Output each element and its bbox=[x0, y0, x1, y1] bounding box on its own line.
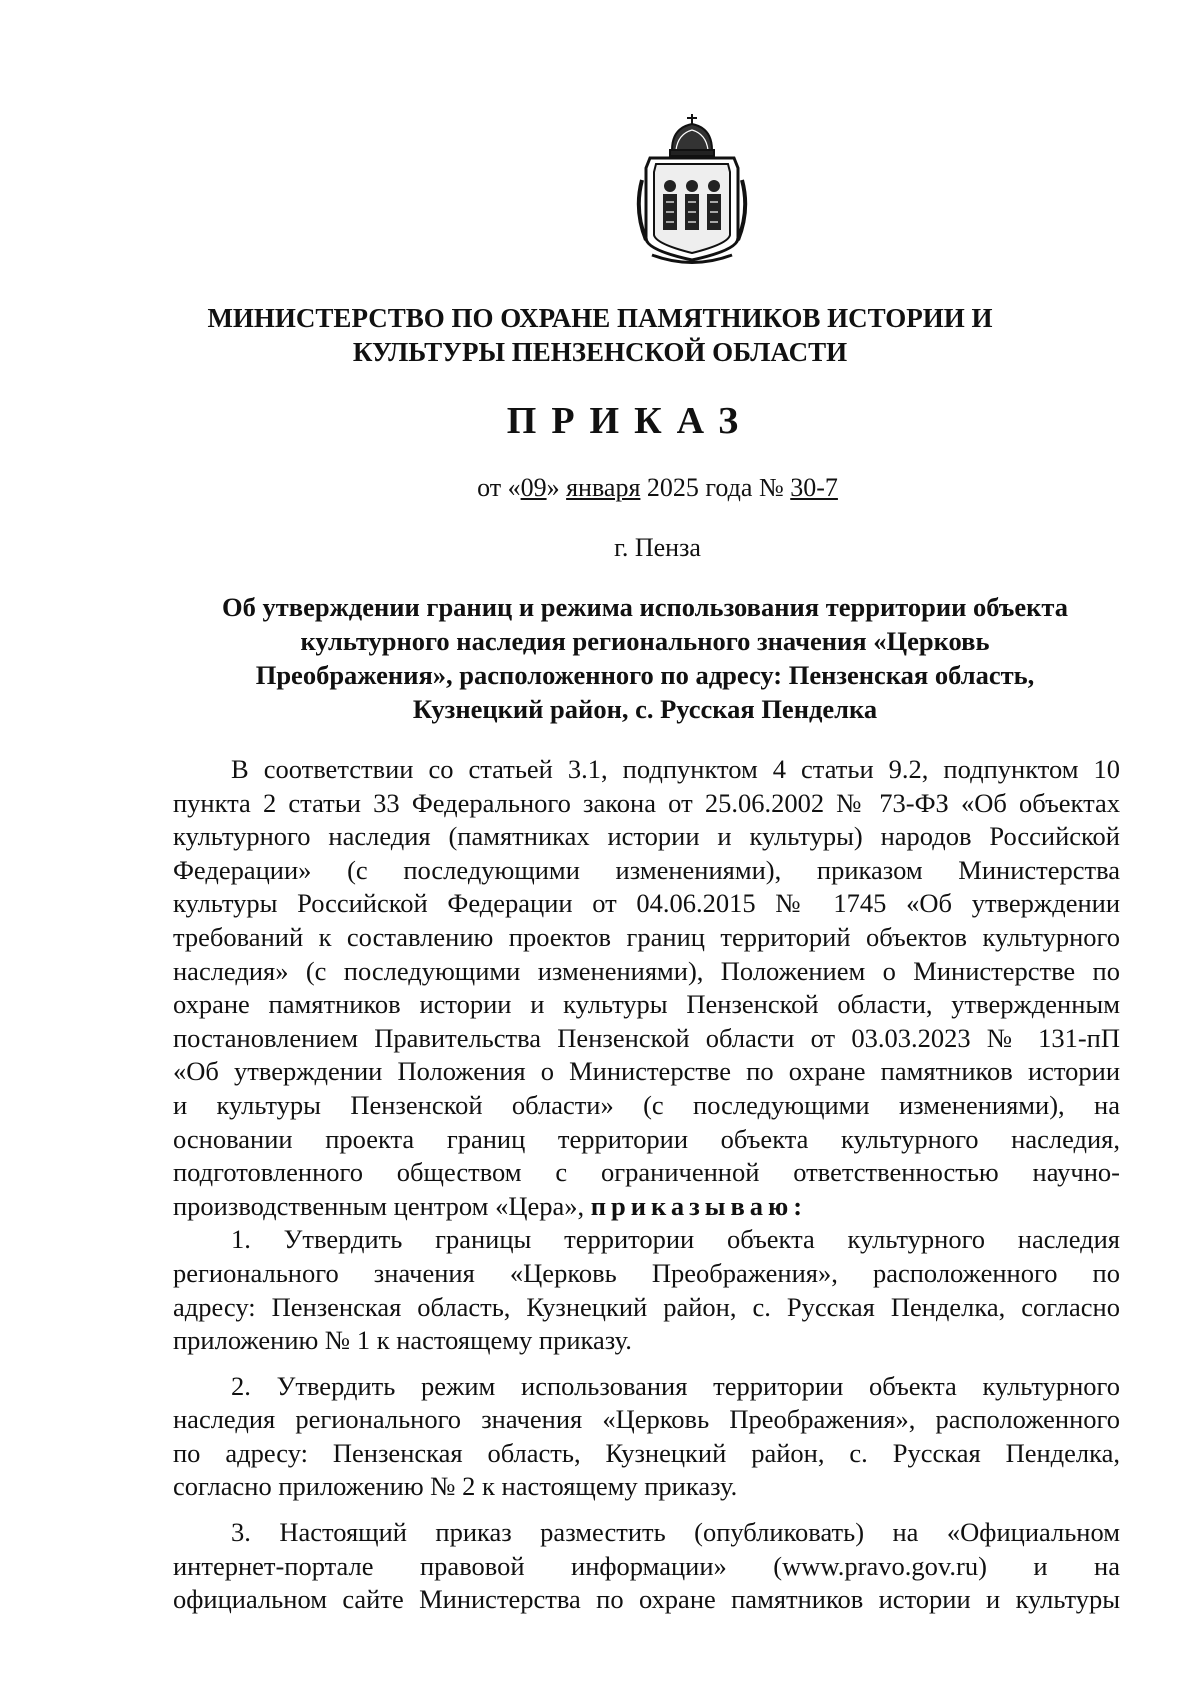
order-month: января bbox=[566, 473, 641, 502]
preamble-line: наследия» (с последующими изменениями), Положением о Министерстве по bbox=[173, 955, 1120, 986]
item3-line: интернет-портале правовой информации» (www.pravo.gov.ru) и на bbox=[173, 1550, 1120, 1581]
order-day: 09 bbox=[520, 473, 547, 502]
item1-line: 1. Утвердить границы территории объекта культурного наследия bbox=[231, 1224, 1120, 1255]
order-number: 30-7 bbox=[790, 473, 838, 502]
preamble-line: постановлением Правительства Пензенской области от 03.03.2023 № 131-пП bbox=[173, 1022, 1120, 1053]
organization-name-line2: КУЛЬТУРЫ ПЕНЗЕНСКОЙ ОБЛАСТИ bbox=[352, 337, 848, 367]
preamble-last-line bbox=[173, 1190, 1120, 1224]
date-sep: » bbox=[546, 473, 567, 502]
order-title bbox=[170, 590, 1120, 726]
order-date-number bbox=[0, 472, 1200, 504]
item3-line: 3. Настоящий приказ разместить (опубликовать) на «Официальном bbox=[231, 1517, 1120, 1548]
item2-line: согласно приложению № 2 к настоящему приказу. bbox=[173, 1471, 738, 1502]
order-body bbox=[173, 753, 1120, 1617]
preamble-line: требований к составлению проектов границ территорий объектов культурного bbox=[173, 921, 1120, 952]
city: г. Пенза bbox=[614, 533, 701, 562]
item3-line: официальном сайте Министерства по охране памятников истории и культуры bbox=[173, 1584, 1120, 1615]
preamble-line: В соответствии со статьей 3.1, подпунктом 4 статьи 9.2, подпунктом 10 bbox=[231, 754, 1120, 784]
preamble-line: и культуры Пензенской области» (с последующими изменениями), на bbox=[173, 1089, 1120, 1120]
date-year-label: 2025 года № bbox=[640, 473, 791, 502]
preamble-line: «Об утверждении Положения о Министерстве по охране памятников истории bbox=[173, 1056, 1120, 1087]
document-type-heading: ПРИКАЗ bbox=[506, 400, 754, 442]
title-line: Об утверждении границ и режима использования территории объекта bbox=[222, 592, 1068, 622]
item2-line: наследия регионального значения «Церковь Преображения», расположенного bbox=[173, 1404, 1120, 1435]
order-word: приказываю: bbox=[590, 1190, 808, 1221]
preamble-line: охране памятников истории и культуры Пензенской области, утвержденным bbox=[173, 989, 1120, 1020]
item1-line: адресу: Пензенская область, Кузнецкий район, с. Русская Пенделка, согласно bbox=[173, 1291, 1120, 1322]
item2-line: по адресу: Пензенская область, Кузнецкий район, с. Русская Пенделка, bbox=[173, 1437, 1120, 1468]
preamble-line: культурного наследия (памятниках истории и культуры) народов Российской bbox=[173, 821, 1120, 852]
preamble-line: Федерации» (с последующими изменениями), приказом Министерства bbox=[173, 854, 1120, 885]
preamble-line: основании проекта границ территории объекта культурного наследия, bbox=[173, 1123, 1120, 1154]
preamble-tail: производственным центром «Цера», bbox=[173, 1190, 591, 1221]
title-line: культурного наследия регионального значения «Церковь bbox=[300, 626, 990, 656]
date-prefix: от « bbox=[477, 473, 521, 502]
item1-line: приложению № 1 к настоящему приказу. bbox=[173, 1325, 632, 1356]
penza-coat-of-arms-icon bbox=[632, 110, 752, 268]
item2-line: 2. Утвердить режим использования территории объекта культурного bbox=[231, 1370, 1120, 1401]
title-line: Преображения», расположенного по адресу: Пензенская область, bbox=[255, 660, 1035, 690]
preamble-line: культуры Российской Федерации от 04.06.2015 № 1745 «Об утверждении bbox=[173, 888, 1120, 919]
preamble-line: подготовленного обществом с ограниченной ответственностью научно- bbox=[173, 1157, 1120, 1188]
item1-line: регионального значения «Церковь Преображения», расположенного по bbox=[173, 1257, 1120, 1288]
title-line: Кузнецкий район, с. Русская Пенделка bbox=[412, 694, 878, 724]
preamble-line: пункта 2 статьи 33 Федерального закона от 25.06.2002 № 73-ФЗ «Об объектах bbox=[173, 787, 1120, 818]
organization-name-line1: МИНИСТЕРСТВО ПО ОХРАНЕ ПАМЯТНИКОВ ИСТОРИИ И bbox=[207, 303, 993, 333]
